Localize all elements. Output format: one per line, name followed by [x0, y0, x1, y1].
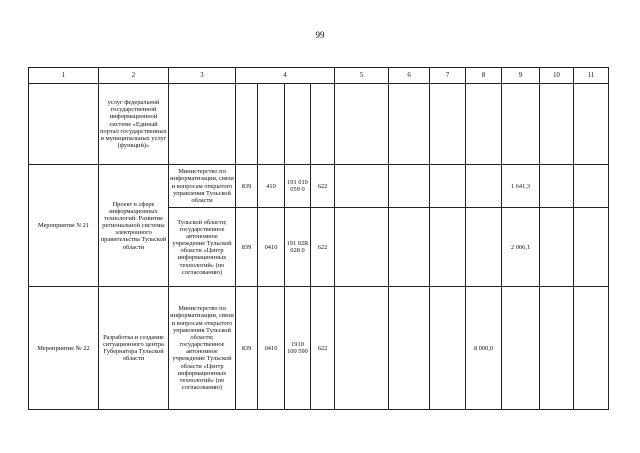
empty-cell	[389, 287, 430, 410]
page-number: 99	[315, 30, 325, 40]
csr-cell: 191 02R 028 0	[285, 208, 311, 287]
empty-cell	[169, 84, 236, 165]
empty-cell	[335, 84, 389, 165]
amount-col9-cell	[502, 287, 540, 410]
amount-col9-cell: 1 641,3	[502, 165, 540, 208]
empty-cell	[335, 287, 389, 410]
empty-cell	[389, 84, 430, 165]
rzpr-cell: 0410	[258, 287, 285, 410]
header-cell: 1	[29, 68, 99, 84]
amount-col9-cell: 2 006,1	[502, 208, 540, 287]
empty-cell	[236, 84, 258, 165]
empty-cell	[540, 287, 574, 410]
vr-cell: 622	[311, 208, 335, 287]
empty-cell	[389, 208, 430, 287]
empty-cell	[502, 84, 540, 165]
header-cell: 9	[502, 68, 540, 84]
empty-cell	[540, 208, 574, 287]
empty-cell	[430, 84, 466, 165]
event22-name: Разработка и создание ситуационного центра Губернатора Тульской области	[99, 287, 169, 410]
empty-cell	[540, 165, 574, 208]
event22-label: Мероприятие № 22	[29, 287, 99, 410]
header-cell: 7	[430, 68, 466, 84]
grbs-cell: 839	[236, 287, 258, 410]
header-cell: 11	[574, 68, 609, 84]
amount-col8-cell	[466, 165, 502, 208]
table-row-event21-a	[29, 165, 609, 208]
empty-cell	[574, 84, 609, 165]
header-cell: 10	[540, 68, 574, 84]
empty-cell	[311, 84, 335, 165]
event21-executor-b: Тульской области; государственное автономное учреждение Тульской области «Центр информационных технологий» (по согласованию)	[169, 208, 236, 287]
header-cell: 5	[335, 68, 389, 84]
amount-col8-cell: 8 000,0	[466, 287, 502, 410]
header-cell: 6	[389, 68, 430, 84]
empty-cell	[430, 165, 466, 208]
rzpr-cell: 410	[258, 165, 285, 208]
empty-cell	[574, 165, 609, 208]
continuation-name-cell: услуг федеральной государственной информационной системе «Единый портал государственных и муниципальных услуг (функций)»	[99, 84, 169, 165]
header-row	[29, 68, 609, 84]
event21-executor-a: Министерство по информатизации, связи и вопросам открытого управления Тульской области	[169, 165, 236, 208]
header-cell: 4	[236, 68, 335, 84]
empty-cell	[285, 84, 311, 165]
rzpr-cell: 0410	[258, 208, 285, 287]
event21-label: Мероприятие N 21	[29, 165, 99, 287]
empty-cell	[29, 84, 99, 165]
empty-cell	[389, 165, 430, 208]
empty-cell	[335, 165, 389, 208]
csr-cell: 1910 100 590	[285, 287, 311, 410]
table-row-event22	[29, 287, 609, 410]
header-cell: 2	[99, 68, 169, 84]
header-cell: 8	[466, 68, 502, 84]
empty-cell	[430, 208, 466, 287]
grbs-cell: 839	[236, 208, 258, 287]
empty-cell	[574, 287, 609, 410]
event22-executor: Министерство по информатизации, связи и вопросам открытого управления Тульской области; государственное автономное учреждение Тульской области «Центр информационных технологий» (по согласованию)	[169, 287, 236, 410]
amount-col8-cell	[466, 208, 502, 287]
empty-cell	[540, 84, 574, 165]
event21-name: Проект в сфере информационных технологий: Развитие региональной системы электронного правительства Тульской области	[99, 165, 169, 287]
grbs-cell: 839	[236, 165, 258, 208]
header-cell: 3	[169, 68, 236, 84]
budget-table	[28, 67, 609, 410]
empty-cell	[335, 208, 389, 287]
empty-cell	[258, 84, 285, 165]
vr-cell: 622	[311, 165, 335, 208]
empty-cell	[466, 84, 502, 165]
table-row-continuation	[29, 84, 609, 165]
empty-cell	[574, 208, 609, 287]
csr-cell: 191 010 059 0	[285, 165, 311, 208]
vr-cell: 622	[311, 287, 335, 410]
empty-cell	[430, 287, 466, 410]
